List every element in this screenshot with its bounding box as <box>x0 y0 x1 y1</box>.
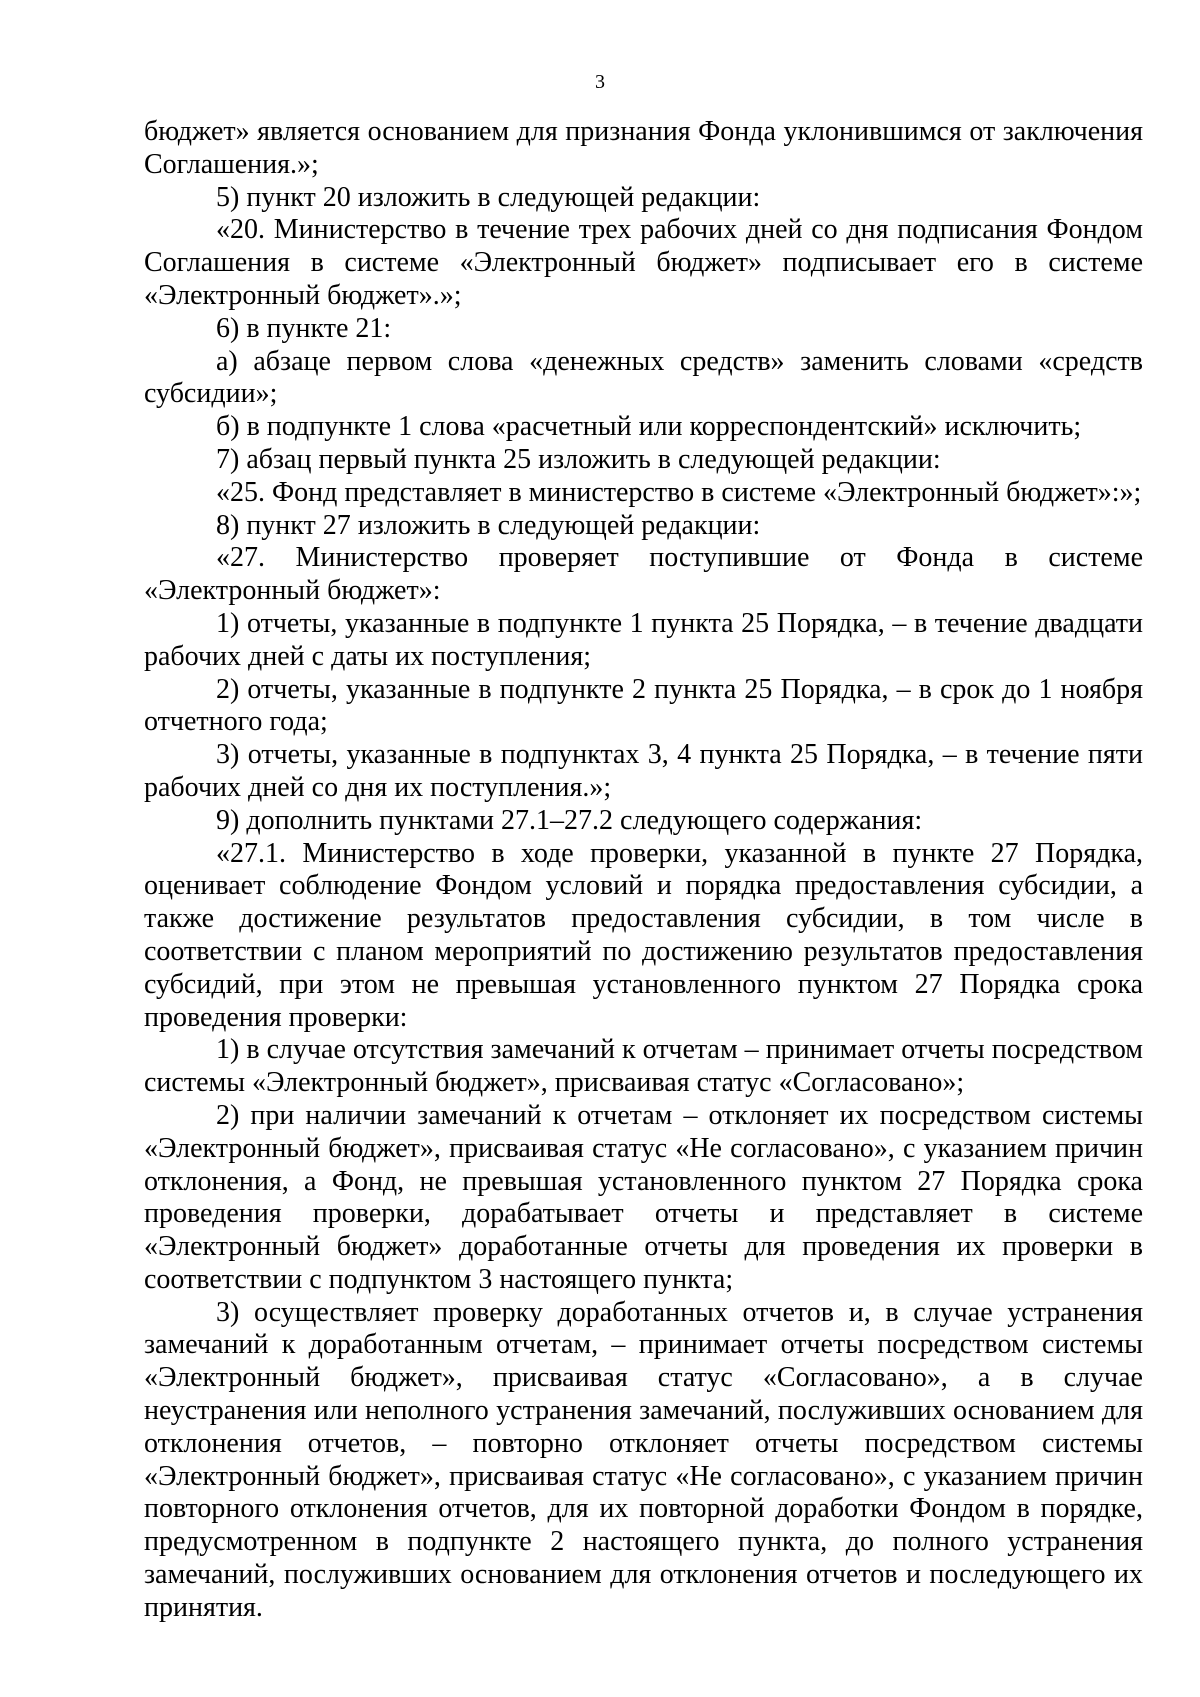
paragraph: 9) дополнить пунктами 27.1–27.2 следующего содержания: <box>216 804 923 836</box>
paragraph: 2) при наличии замечаний к отчетам – отклоняет их посредством системы «Электронный бюджет», присваивая статус «Не согласовано», с указанием причин отклонения, а Фонд, не превышая установленного пунктом 27 Порядка срока проведения проверки, дорабатывает отчеты и представляет в системе «Электронный бюджет» доработанные отчеты для проведения их проверки в соответствии с подпунктом 3 настоящего пункта; <box>144 1099 1143 1295</box>
paragraph: «25. Фонд представляет в министерство в системе «Электронный бюджет»:»; <box>216 476 1142 508</box>
paragraph: 3) осуществляет проверку доработанных отчетов и, в случае устранения замечаний к доработанным отчетам, – принимает отчеты посредством системы «Электронный бюджет», присваивая статус «Согласовано», а в случае неустранения или неполного устранения замечаний, послуживших основанием для отклонения отчетов, – повторно отклоняет отчеты посредством системы «Электронный бюджет», присваивая статус «Не согласовано», с указанием причин повторного отклонения отчетов, для их повторной доработки Фондом в порядке, предусмотренном в подпункте 2 настоящего пункта, до полного устранения замечаний, послуживших основанием для отклонения отчетов и последующего их принятия. <box>144 1296 1143 1623</box>
paragraph: «27. Министерство проверяет поступившие от Фонда в системе «Электронный бюджет»: <box>144 542 1143 607</box>
paragraph: 1) в случае отсутствия замечаний к отчетам – принимает отчеты посредством системы «Электронный бюджет», присваивая статус «Согласовано»; <box>144 1034 1143 1099</box>
paragraph: 1) отчеты, указанные в подпункте 1 пункта 25 Порядка, – в течение двадцати рабочих дней с даты их поступления; <box>144 607 1143 672</box>
paragraph: «27.1. Министерство в ходе проверки, указанной в пункте 27 Порядка, оценивает соблюдение Фондом условий и порядка предоставления субсидии, а также достижение результатов предоставления субсидии, в том числе в соответствии с планом мероприятий по достижению результатов предоставления субсидий, при этом не превышая установленного пунктом 27 Порядка срока проведения проверки: <box>144 837 1143 1033</box>
paragraph: 3) отчеты, указанные в подпунктах 3, 4 пункта 25 Порядка, – в течение пяти рабочих дней со дня их поступления.»; <box>144 739 1143 803</box>
paragraph: 6) в пункте 21: <box>216 312 392 344</box>
paragraph: 7) абзац первый пункта 25 изложить в следующей редакции: <box>216 443 941 475</box>
paragraph: 8) пункт 27 изложить в следующей редакции: <box>216 509 761 541</box>
paragraph: бюджет» является основанием для признания Фонда уклонившимся от заключения Соглашения.»; <box>144 116 1143 180</box>
paragraph: б) в подпункте 1 слова «расчетный или корреспондентский» исключить; <box>216 411 1082 443</box>
paragraph: «20. Министерство в течение трех рабочих дней со дня подписания Фондом Соглашения в системе «Электронный бюджет» подписывает его в системе «Электронный бюджет».»; <box>144 214 1143 311</box>
document-body <box>144 116 1143 1625</box>
paragraph: 2) отчеты, указанные в подпункте 2 пункта 25 Порядка, – в срок до 1 ноября отчетного года; <box>144 673 1143 738</box>
paragraph: 5) пункт 20 изложить в следующей редакции: <box>216 181 761 213</box>
page-number: 3 <box>595 71 605 93</box>
paragraph: а) абзаце первом слова «денежных средств» заменить словами «средств субсидии»; <box>144 345 1143 410</box>
